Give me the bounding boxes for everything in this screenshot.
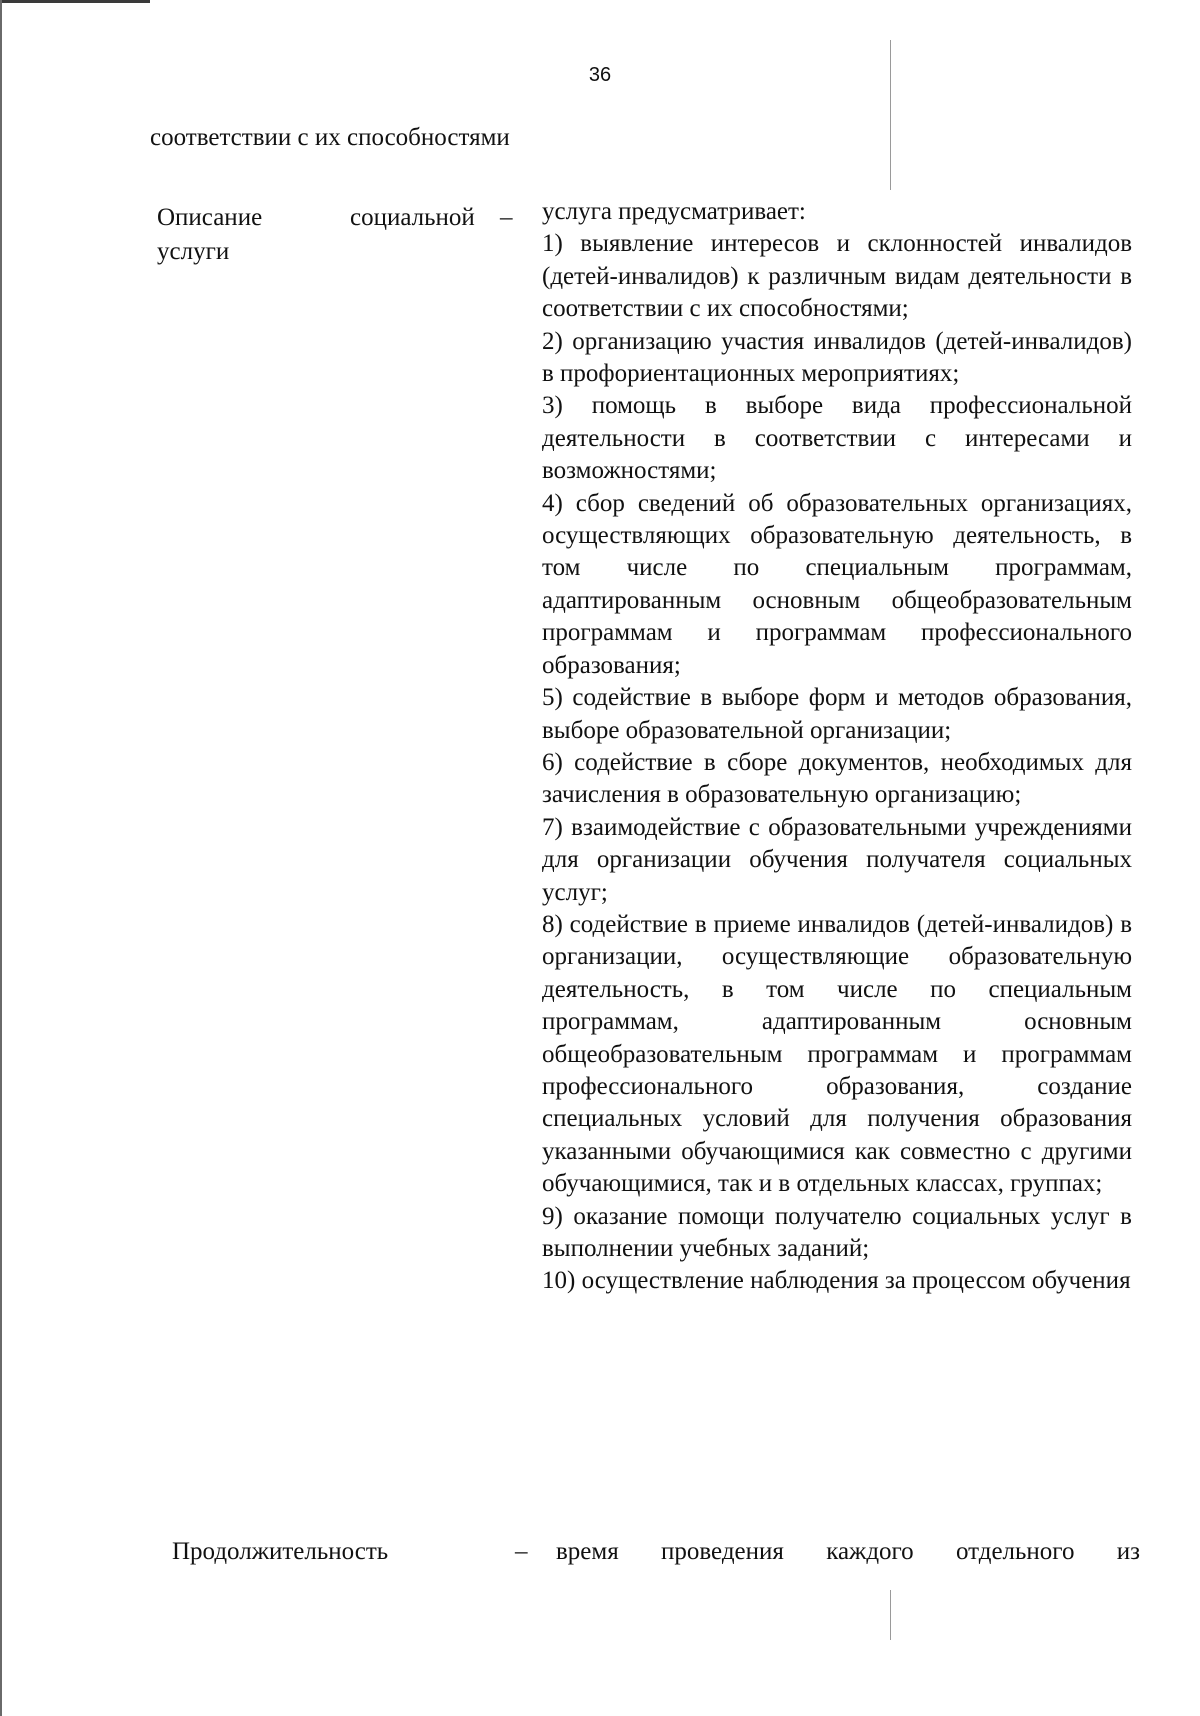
description-dash: – bbox=[500, 204, 513, 231]
scan-edge-top bbox=[0, 0, 150, 3]
scan-fold-line bbox=[890, 40, 891, 190]
page-number: 36 bbox=[588, 64, 612, 86]
intro-text: соответствии с их способностями bbox=[150, 124, 510, 151]
duration-text: время проведения каждого отдельного из bbox=[556, 1538, 1140, 1565]
description-body bbox=[542, 196, 1132, 1298]
description-paragraph: 9) оказание помощи получателю социальных услуг в выполнении учебных заданий; bbox=[542, 1202, 1132, 1262]
description-paragraph: 2) организацию участия инвалидов (детей-инвалидов) в профориентационных мероприятиях; bbox=[542, 327, 1132, 388]
description-label-part2: социальной bbox=[350, 204, 475, 231]
description-paragraph: 5) содействие в выборе форм и методов образования, выборе образовательной организации; bbox=[542, 684, 1132, 744]
scan-edge-left bbox=[0, 0, 2, 1716]
duration-label: Продолжительность bbox=[172, 1538, 389, 1565]
description-paragraph: 7) взаимодействие с образовательными учреждениями для организации обучения получателя социальных услуг; bbox=[542, 813, 1132, 906]
duration-dash: – bbox=[515, 1538, 528, 1565]
scan-fold-line bbox=[890, 1590, 891, 1640]
description-paragraph: 8) содействие в приеме инвалидов (детей-инвалидов) в организации, осуществляющие образовательную деятельность, в том числе по специальным программам, адаптированным основным общеобразовательным программам и программам профессионального образования, создание специальных условий для получения образования указанными обучающимися как совместно с другими обучающимися, так и в отдельных классах, группах; bbox=[542, 910, 1132, 1198]
description-paragraph: 1) выявление интересов и склонностей инвалидов (детей-инвалидов) к различным видам деятельности в соответствии с их способностями; bbox=[542, 230, 1132, 323]
description-paragraph: 3) помощь в выборе вида профессиональной деятельности в соответствии с интересами и возможностями; bbox=[542, 392, 1132, 485]
description-label-part1: Описание bbox=[157, 204, 263, 231]
description-paragraph: услуга предусматривает: bbox=[542, 198, 806, 225]
description-paragraph: 6) содействие в сборе документов, необходимых для зачисления в образовательную организацию; bbox=[542, 748, 1132, 809]
description-paragraph: 4) сбор сведений об образовательных организациях, осуществляющих образовательную деятельность, в том числе по специальным программам, адаптированным основным общеобразовательным программам и программам профессионального образования; bbox=[542, 489, 1132, 679]
description-label-part3: услуги bbox=[157, 238, 230, 265]
description-paragraph: 10) осуществление наблюдения за процессом обучения bbox=[542, 1267, 1131, 1295]
